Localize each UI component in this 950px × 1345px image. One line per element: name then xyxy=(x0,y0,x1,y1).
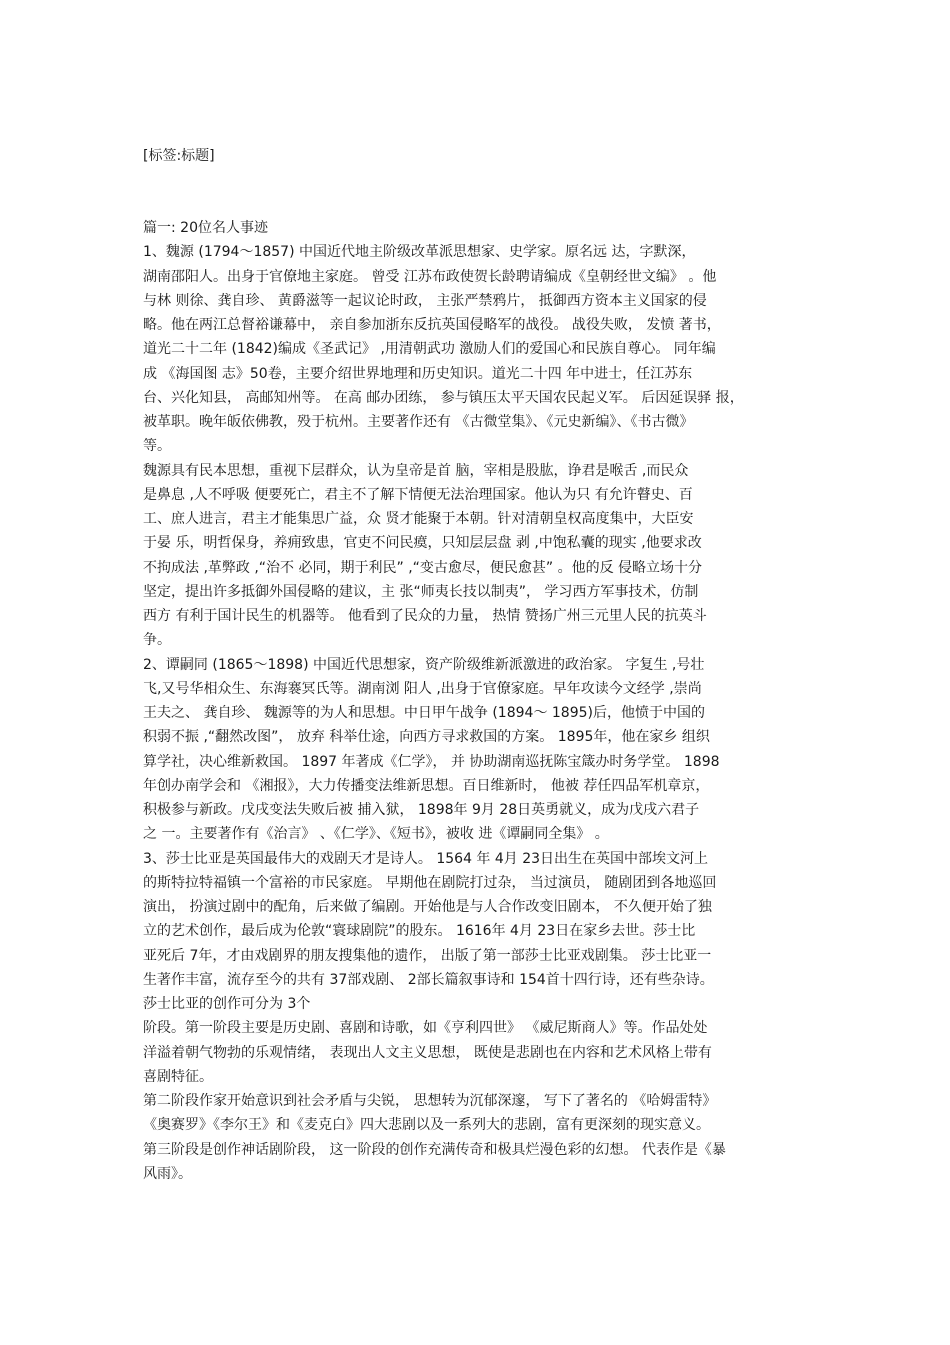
tag-label: [标签:标题] xyxy=(143,148,215,164)
text-line: 略。他在两江总督裕谦幕中， 亲自参加浙东反抗英国侵略军的战役。 战役失败， 发愤 著书， xyxy=(143,317,721,333)
text-line: 2、谭嗣同 (1865～1898) 中国近代思想家，资产阶级维新派激进的政治家。 字复生 ,号壮 xyxy=(143,656,705,673)
text-line: 年创办南学会和 《湘报》，大力传播变法维新思想。百日维新时， 他被 荐任四品军机章京， xyxy=(143,777,710,794)
text-line: 王夫之、 龚自珍、 魏源等的为人和思想。中日甲午战争 (1894～ 1895)后，他愤于中国的 xyxy=(143,705,705,721)
text-line: 成 《海国图 志》50卷，主要介绍世界地理和历史知识。道光二十四 年中进士，任江苏东 xyxy=(143,365,693,382)
text-line: 风雨》。 xyxy=(143,1165,192,1182)
text-line: 不拘成法 ,革弊政 ,“治不 必同，期于利民” ,“变古愈尽，便民愈甚” 。他的反 侵略立场十分 xyxy=(143,559,703,576)
text-line: 湖南邵阳人。出身于官僚地主家庭。 曾受 江苏布政使贺长龄聘请编成《皇朝经世文编》 。他 xyxy=(143,268,717,285)
text-line: 的斯特拉特福镇一个富裕的市民家庭。 早期他在剧院打过杂， 当过演员， 随剧团到各地巡回 xyxy=(143,874,717,891)
text-line: 积弱不振 ,“翻然改图”， 放弃 科举仕途，向西方寻求救国的方案。 1895年，他在家乡 组织 xyxy=(143,729,710,746)
text-line: 亚死后 7年，才由戏剧界的朋友搜集他的遗作， 出版了第一部莎士比亚戏剧集。 莎士比亚一 xyxy=(143,947,712,964)
text-line: 西方 有利于国计民生的机器等。 他看到了民众的力量， 热情 赞扬广州三元里人民的抗英斗 xyxy=(143,608,707,624)
text-line: 与林 则徐、龚自珍、 黄爵滋等一起议论时政， 主张严禁鸦片， 抵御西方资本主义国家的侵 xyxy=(143,292,707,309)
text-line: 工、庶人进言，君主才能集思广益，众 贤才能聚于本朝。针对清朝皇权高度集中，大臣安 xyxy=(143,511,694,527)
text-line: 演出， 扮演过剧中的配角，后来做了编剧。开始他是与人合作改变旧剧本， 不久便开始了独 xyxy=(143,899,712,915)
text-line: 3、莎士比亚是英国最伟大的戏剧天才是诗人。 1564 年 4月 23日出生在英国中部埃文河上 xyxy=(143,850,709,867)
text-line: 喜剧特征。 xyxy=(143,1068,213,1085)
text-line: 第二阶段作家开始意识到社会矛盾与尖锐， 思想转为沉郁深邃， 写下了著名的 《哈姆雷特》 xyxy=(143,1093,717,1109)
text-line: 莎士比亚的创作可分为 3个 xyxy=(143,996,311,1012)
text-line: 争。 xyxy=(143,632,171,649)
text-line: 等。 xyxy=(143,438,171,455)
text-line: 台、兴化知县， 高邮知州等。 在高 邮办团练， 参与镇压太平天国农民起义军。 后因延误驿 报， xyxy=(143,389,744,406)
text-line: 飞,又号华相众生、东海褰冥氏等。湖南浏 阳人 ,出身于官僚家庭。早年攻读今文经学 ,崇尚 xyxy=(143,680,702,697)
text-line: 第三阶段是创作神话剧阶段， 这一阶段的创作充满传奇和极具烂漫色彩的幻想。 代表作是《暴 xyxy=(143,1141,726,1158)
text-line: 道光二十二年 (1842)编成《圣武记》 ,用清朝武功 激励人们的爱国心和民族自尊心。 同年编 xyxy=(143,341,716,358)
text-line: 阶段。第一阶段主要是历史剧、喜剧和诗歌，如《亨利四世》 《威尼斯商人》等。作品处处 xyxy=(143,1020,708,1037)
text-line: 积极参与新政。戊戌变法失败后被 捕入狱， 1898年 9月 28日英勇就义，成为戊戌六君子 xyxy=(143,802,700,818)
document-body xyxy=(143,216,823,1186)
text-line: 是鼻息 ,人不呼吸 便要死亡，君主不了解下情便无法治理国家。他认为只 有允许瞽史、百 xyxy=(143,486,693,503)
document-heading: 篇一: 20位名人事迹 xyxy=(143,220,268,236)
text-line: 洋溢着朝气物勃的乐观情绪， 表现出人文主义思想， 既使是悲剧也在内容和艺术风格上带有 xyxy=(143,1044,712,1061)
text-line: 立的艺术创作，最后成为伦敦“寰球剧院”的股东。 1616年 4月 23日在家乡去世。莎士比 xyxy=(143,923,696,940)
text-line: 坚定，提出许多抵御外国侵略的建议，主 张“师夷长技以制夷”， 学习西方军事技术，仿制 xyxy=(143,583,699,600)
text-line: 算学社，决心维新救国。 1897 年著成《仁学》， 并 协助湖南巡抚陈宝箴办时务学堂。 1898 xyxy=(143,753,720,770)
text-line: 之 一。主要著作有《治言》 、《仁学》、《短书》，被收 进《谭嗣同全集》 。 xyxy=(143,826,609,843)
text-line: 《奥赛罗》《李尔王》和《麦克白》四大悲剧以及一系列大的悲剧，富有更深刻的现实意义。 xyxy=(143,1117,710,1134)
text-line: 魏源具有民本思想，重视下层群众，认为皇帝是首 脑，宰相是股肱，诤君是喉舌 ,而民众 xyxy=(143,462,689,479)
text-line: 于晏 乐，明哲保身，养痈致患，官吏不问民瘼，只知层层盘 剥 ,中饱私囊的现实 ,他要求改 xyxy=(143,535,702,552)
text-line: 生著作丰富，流存至今的共有 37部戏剧、 2部长篇叙事诗和 154首十四行诗，还有些杂诗。 xyxy=(143,971,714,988)
text-line: 1、魏源 (1794～1857) 中国近代地主阶级改革派思想家、史学家。原名远 达，字默深， xyxy=(143,244,696,261)
text-line: 被革职。晚年皈依佛教，殁于杭州。主要著作还有 《古微堂集》、《元史新编》、《书古微》 xyxy=(143,414,694,430)
